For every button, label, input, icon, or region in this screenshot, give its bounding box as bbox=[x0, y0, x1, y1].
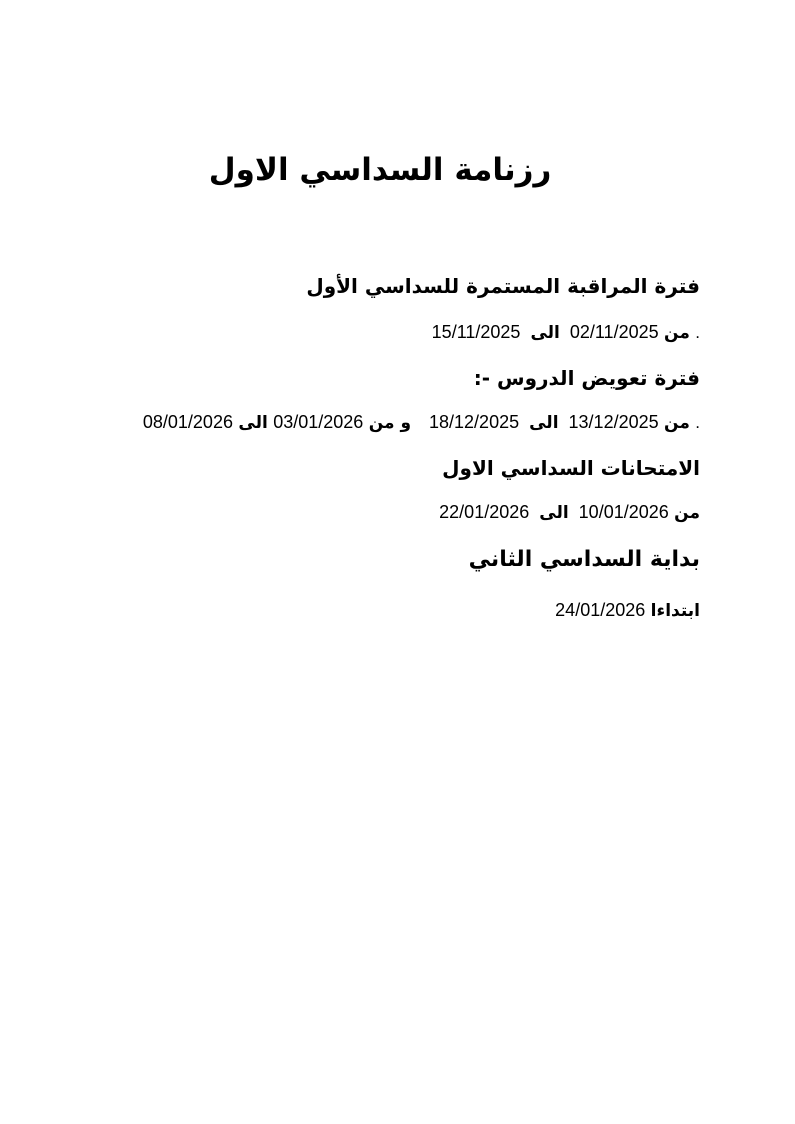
page-title: رزنامة السداسي الاول bbox=[208, 152, 552, 188]
from-word: من bbox=[664, 323, 690, 343]
from-date: 10/01/2026 bbox=[578, 502, 669, 522]
to-word: الى bbox=[529, 413, 559, 433]
lesson-makeup-dates bbox=[143, 410, 700, 435]
exams-heading: الامتحانات السداسي الاول bbox=[442, 456, 700, 480]
lesson-makeup-heading: فترة تعويض الدروس -: bbox=[473, 366, 700, 390]
start-date: 24/01/2026 bbox=[555, 600, 646, 620]
from-date-2: 03/01/2026 bbox=[273, 412, 364, 432]
to-date: 22/01/2026 bbox=[439, 502, 530, 522]
to-date: 18/12/2025 bbox=[429, 412, 520, 432]
exams-dates bbox=[439, 500, 700, 525]
continuous-assessment-dates bbox=[432, 320, 700, 345]
continuous-assessment-heading: فترة المراقبة المستمرة للسداسي الأول bbox=[306, 274, 700, 298]
from-word: من bbox=[674, 503, 700, 523]
to-word-2: الى bbox=[238, 413, 268, 433]
second-semester-start bbox=[555, 598, 700, 623]
trailing-dot: . bbox=[695, 413, 700, 432]
from-date: 13/12/2025 bbox=[568, 412, 659, 432]
from-word: من bbox=[664, 413, 690, 433]
to-date: 15/11/2025 bbox=[431, 322, 521, 342]
start-word: ابتداءا bbox=[650, 601, 700, 621]
from-date: 02/11/2025 bbox=[569, 322, 659, 342]
and-from-word: و من bbox=[368, 413, 412, 433]
trailing-dot: . bbox=[695, 323, 700, 342]
to-date-2: 08/01/2026 bbox=[142, 412, 233, 432]
to-word: الى bbox=[539, 503, 569, 523]
to-word: الى bbox=[530, 323, 560, 343]
second-semester-heading: بداية السداسي الثاني bbox=[468, 547, 700, 572]
